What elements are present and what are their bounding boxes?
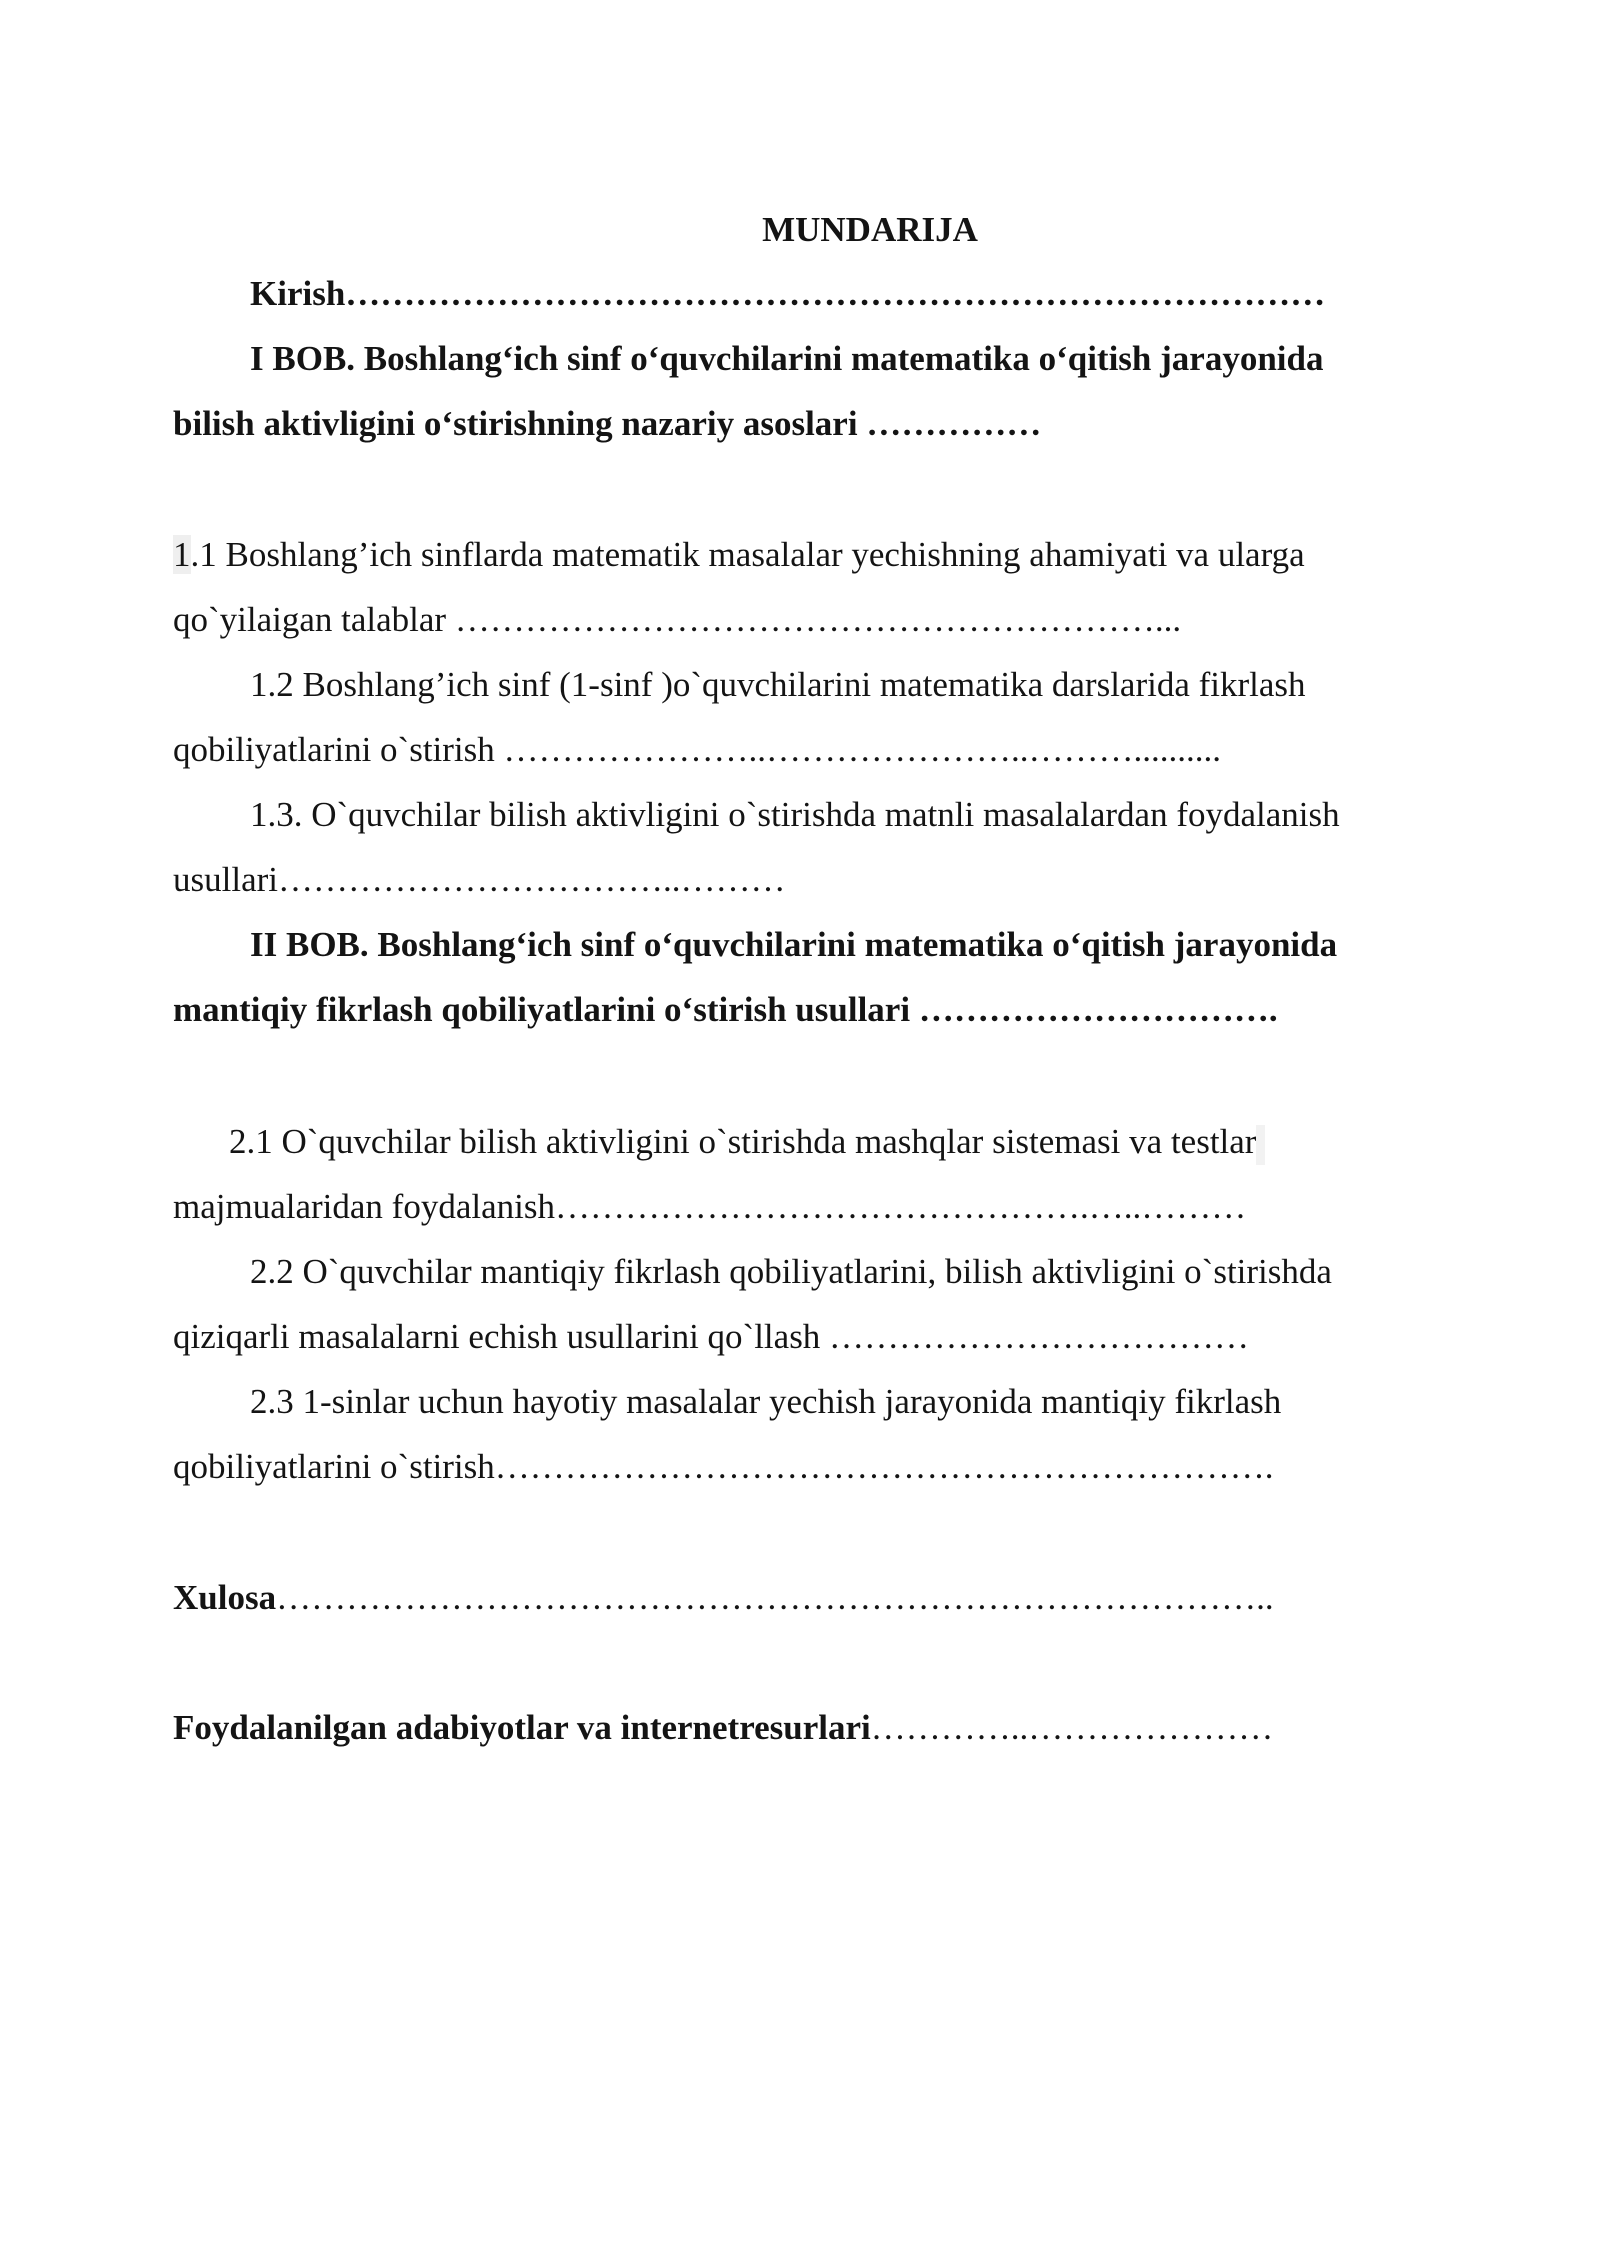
intro-label: Kirish bbox=[250, 274, 346, 313]
section-1-2-line-2[interactable]: qobiliyatlarini o`stirish …………………..…………………..……….......... bbox=[173, 730, 1222, 769]
section-1-2-line-1[interactable]: 1.2 Boshlang’ich sinf (1-sinf )o`quvchilarini matematika darslarida fikrlash bbox=[250, 665, 1306, 704]
section-2-3-line-2[interactable]: qobiliyatlarini o`stirish…………………………………………………………. bbox=[173, 1447, 1274, 1486]
highlighted-number: 1 bbox=[173, 535, 191, 574]
section-2-2-line-2[interactable]: qiziqarli masalalarni echish usullarini qo`llash ……………………………… bbox=[173, 1317, 1250, 1356]
section-1-3-line-1[interactable]: 1.3. O`quvchilar bilish aktivligini o`stirishda matnli masalalardan foydalanish bbox=[250, 795, 1340, 834]
toc-entry-conclusion[interactable] bbox=[173, 1576, 1274, 1620]
chapter-2-heading-line-1[interactable]: II BOB. Boshlang‘ich sinf o‘quvchilarini matematika o‘qitish jarayonida bbox=[250, 925, 1338, 964]
conclusion-label: Xulosa bbox=[173, 1578, 277, 1617]
intro-leader: ………………………………………………………………………… bbox=[345, 274, 1326, 313]
section-1-3-line-2[interactable]: usullari……………………………..……… bbox=[173, 860, 786, 899]
references-leader: …………..………………… bbox=[870, 1708, 1274, 1747]
toc-entry-intro[interactable] bbox=[250, 272, 1325, 316]
toc-title: MUNDARIJA bbox=[762, 210, 978, 249]
references-label: Foydalanilgan adabiyotlar va internetresurlari bbox=[173, 1708, 871, 1747]
section-2-3-line-1[interactable]: 2.3 1-sinlar uchun hayotiy masalalar yechish jarayonida mantiqiy fikrlash bbox=[250, 1382, 1282, 1421]
conclusion-leader: ………………………………………………………………………….. bbox=[276, 1578, 1274, 1617]
chapter-1-heading-line-2[interactable]: bilish aktivligini o‘stirishning nazariy asoslari …………… bbox=[173, 404, 1042, 443]
section-1-1-text: .1 Boshlang’ich sinflarda matematik masalalar yechishning ahamiyati va ularga bbox=[190, 535, 1305, 574]
section-1-1-line-1[interactable] bbox=[173, 533, 1305, 577]
toc-entry-references[interactable] bbox=[173, 1706, 1273, 1750]
section-2-1-line-1[interactable] bbox=[229, 1120, 1265, 1165]
chapter-1-heading-line-1[interactable]: I BOB. Boshlang‘ich sinf o‘quvchilarini matematika o‘qitish jarayonida bbox=[250, 339, 1324, 378]
chapter-2-heading-line-2[interactable]: mantiqiy fikrlash qobiliyatlarini o‘stirish usullari …………………………. bbox=[173, 990, 1278, 1029]
section-2-2-line-1[interactable]: 2.2 O`quvchilar mantiqiy fikrlash qobiliyatlarini, bilish aktivligini o`stirishda bbox=[250, 1252, 1332, 1291]
section-2-1-text: 2.1 O`quvchilar bilish aktivligini o`stirishda mashqlar sistemasi va testlar bbox=[229, 1122, 1257, 1161]
section-2-1-line-2[interactable]: majmualaridan foydalanish……………………………………….…..……… bbox=[173, 1187, 1247, 1226]
section-1-1-line-2[interactable]: qo`yilaigan talablar ……………………………………………………... bbox=[173, 600, 1182, 639]
highlight-marker bbox=[1256, 1125, 1265, 1165]
